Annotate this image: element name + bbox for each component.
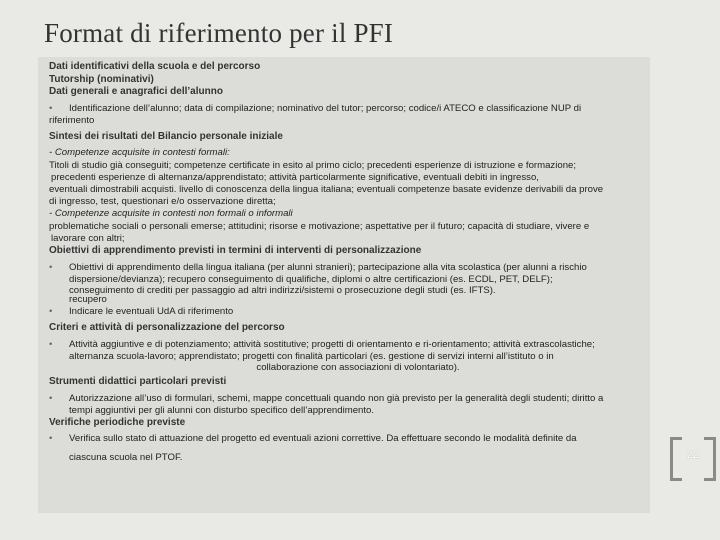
heading-strumenti: Strumenti didattici particolari previsti xyxy=(49,376,227,388)
bullet-text: conseguimento di crediti per passaggio ad altri indirizzi/sistemi o prosecuzione degli studi (es. IFTS). xyxy=(69,284,496,296)
text-line: precedenti esperienze di alternanza/apprendistato; attività particolarmente significative, eventuali debiti in ingresso, xyxy=(51,171,539,183)
heading-verifiche: Verifiche periodiche previste xyxy=(49,416,186,428)
heading-dati-identificativi: Dati identificativi della scuola e del percorso xyxy=(49,61,261,72)
bullet-icon: • xyxy=(49,338,53,350)
heading-obiettivi: Obiettivi di apprendimento previsti in termini di interventi di personalizzazione xyxy=(49,245,422,257)
bullet-item xyxy=(49,262,647,304)
bullet-item xyxy=(49,306,647,318)
content-body xyxy=(49,61,647,464)
text-line: riferimento xyxy=(49,114,95,126)
bullet-icon: • xyxy=(49,433,53,445)
bullet-text: alternanza scuola-lavoro; apprendistato; progetti con finalità particolari (es. gestione di servizi interni all’istituto o in xyxy=(69,350,554,362)
bullet-item xyxy=(49,103,647,115)
bullet-text: Autorizzazione all’uso di formulari, schemi, mappe concettuali quando non già previsto per la generalità degli studenti; diritto a xyxy=(69,392,604,404)
subheading-formali: - Competenze acquisite in contesti formali: xyxy=(49,147,230,159)
bullet-text: Obiettivi di apprendimento della lingua italiana (per alunni stranieri); partecipazione alla vita scolastica (per alunni a rischio xyxy=(69,261,587,273)
text-line: problematiche sociali o personali emerse; attitudini; risorse e motivazione; aspettative per il futuro; capacità di studiare, vivere e xyxy=(49,220,590,232)
bullet-item xyxy=(49,433,647,463)
text-line: lavorare con altri; xyxy=(51,232,125,244)
bullet-text: Indicare le eventuali UdA di riferimento xyxy=(69,305,234,317)
bullet-icon: • xyxy=(49,305,53,317)
bullet-item xyxy=(49,339,647,372)
bullet-text: dispersione/devianza); recupero conseguimento di qualifiche, diplomi o altre certificazioni (es. ECDL, PET, DELF); xyxy=(69,273,553,285)
heading-criteri: Criteri e attività di personalizzazione del percorso xyxy=(49,322,285,334)
bullet-text: collaborazione con associazioni di volontariato). xyxy=(256,362,460,374)
bullet-icon: • xyxy=(49,261,53,273)
bullet-text: Attività aggiuntive e di potenziamento; attività sostitutive; progetti di orientamento e ri-orientamento; attività extrascolastiche; xyxy=(69,338,595,350)
bullet-icon: • xyxy=(49,102,53,114)
text-line: di ingresso, test, questionari e/o osservazione diretta; xyxy=(49,196,276,208)
bullet-item xyxy=(49,393,647,417)
text-line: eventuali dimostrabili acquisti. livello di conoscenza della lingua italiana; eventuali competenze basate evidenze derivabili da prove xyxy=(49,184,604,196)
bullet-text: Verifica sullo stato di attuazione del progetto ed eventuali azioni correttive. Da effettuare secondo le modalità definite da xyxy=(69,433,577,445)
page-number-badge xyxy=(668,437,718,477)
bullet-text: Identificazione dell’alunno; data di compilazione; nominativo del tutor; percorso; codice/i ATECO e classificazione NUP di xyxy=(69,102,582,114)
page-title: Format di riferimento per il PFI xyxy=(44,18,394,48)
text-line: Titoli di studio già conseguiti; competenze certificate in esito al primo ciclo; precedenti esperienze di istruzione e formazione; xyxy=(49,159,577,171)
heading-dati-generali: Dati generali e anagrafici dell’alunno xyxy=(49,86,223,97)
bullet-text: ciascuna scuola nel PTOF. xyxy=(69,451,183,463)
bullet-text: tempi aggiuntivi per gli alunni con disturbo specifico dell’apprendimento. xyxy=(69,404,375,416)
bullet-icon: • xyxy=(49,392,53,404)
heading-sintesi: Sintesi dei risultati del Bilancio personale iniziale xyxy=(49,130,283,142)
bullet-text: recupero xyxy=(69,293,107,305)
subheading-non-formali: - Competenze acquisite in contesti non formali o informali xyxy=(49,208,293,220)
page-number: 22 xyxy=(686,449,700,461)
heading-tutorship: Tutorship (nominativi) xyxy=(49,73,154,85)
